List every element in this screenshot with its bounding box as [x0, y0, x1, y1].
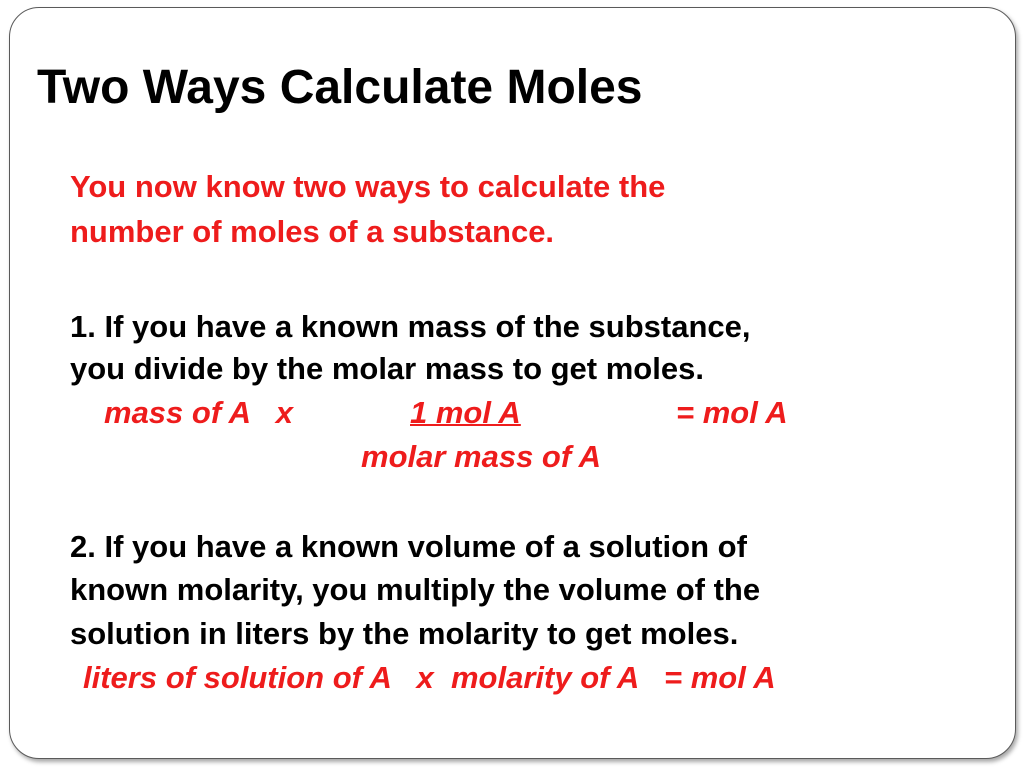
formula1-denominator: molar mass of A — [361, 439, 602, 474]
intro-line-2: number of moles of a substance. — [70, 214, 555, 249]
formula1-left: mass of A x — [104, 395, 293, 430]
method2-line-1: 2. If you have a known volume of a solution of — [70, 529, 747, 564]
intro-line-1: You now know two ways to calculate the — [70, 169, 666, 204]
formula1-numerator: 1 mol A — [410, 395, 521, 430]
slide-title: Two Ways Calculate Moles — [37, 61, 643, 114]
formula2: liters of solution of A x molarity of A = mol A — [83, 660, 776, 695]
method1-line-1: 1. If you have a known mass of the substance, — [70, 309, 751, 344]
method2-line-3: solution in liters by the molarity to get moles. — [70, 616, 739, 651]
method1-line-2: you divide by the molar mass to get moles. — [70, 351, 704, 386]
method2-line-2: known molarity, you multiply the volume of the — [70, 572, 761, 607]
formula1-result: = mol A — [676, 395, 788, 430]
